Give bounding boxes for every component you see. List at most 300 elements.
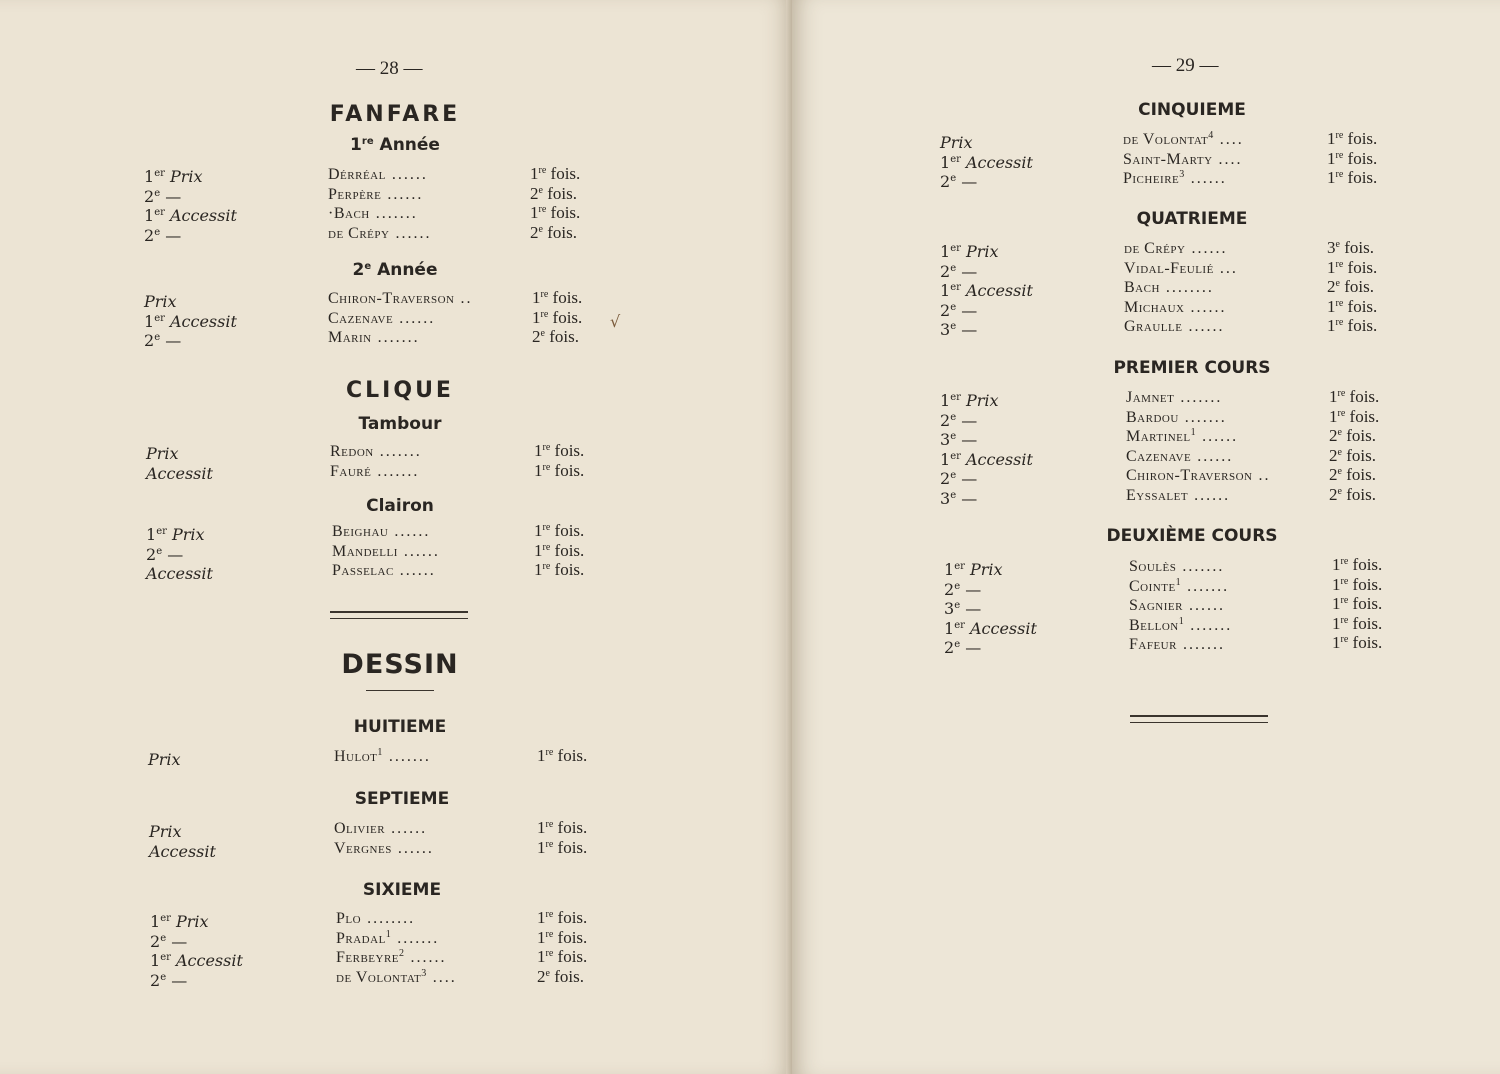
count-suffix: e <box>1337 446 1342 458</box>
count-unit: fois. <box>1346 465 1376 484</box>
count-number: 1 <box>1327 148 1336 168</box>
count-number: 1 <box>1332 555 1341 574</box>
times-count <box>1329 407 1379 427</box>
count-number: 1 <box>537 837 546 857</box>
rank-suffix: er <box>154 207 165 218</box>
award-label: Accessit <box>146 463 213 483</box>
rank-number: 2 <box>146 544 157 564</box>
subsection-tambour-title: Tambour <box>358 414 442 434</box>
rank-suffix: e <box>950 301 957 313</box>
count-number: 3 <box>1327 238 1336 257</box>
count-suffix: e <box>1337 485 1342 497</box>
section-quatrieme-title: QUATRIEME <box>1136 209 1248 229</box>
count-unit: fois. <box>547 183 577 203</box>
footnote-mark: 3 <box>421 967 427 979</box>
laureate-name <box>1124 317 1238 337</box>
rank-suffix: e <box>160 932 167 944</box>
award-label: — <box>965 599 982 618</box>
count-unit: fois. <box>557 947 588 966</box>
name-column <box>1126 388 1270 505</box>
award-rank <box>146 545 213 565</box>
student-name: Vergnes <box>334 839 392 857</box>
dot-leader: ........ <box>1159 279 1214 296</box>
count-number: 1 <box>537 927 546 947</box>
name-column <box>334 747 431 767</box>
award-label: — <box>165 186 182 206</box>
times-count <box>1329 485 1379 505</box>
dot-leader: ...... <box>1185 240 1228 257</box>
footnote-mark: 1 <box>1190 427 1197 438</box>
count-suffix: e <box>1335 239 1340 250</box>
award-label: — <box>171 931 188 951</box>
times-count <box>537 746 587 766</box>
times-count <box>1327 258 1377 278</box>
times-count <box>1332 555 1382 575</box>
page-number-right: — 29 — <box>1152 55 1219 76</box>
student-name: de Crépy <box>1124 240 1186 257</box>
laureate-name <box>332 522 440 542</box>
student-name: Cazenave <box>1126 447 1192 465</box>
count-number: 1 <box>1332 633 1341 652</box>
count-unit: fois. <box>1349 406 1380 426</box>
laureate-name <box>328 204 431 224</box>
rank-number: 3 <box>944 599 955 618</box>
rank-number: 2 <box>940 410 951 430</box>
count-column <box>1327 238 1377 336</box>
dot-leader: .. <box>454 290 473 307</box>
award-label: Prix <box>175 912 209 931</box>
section-deuxieme-cours-title: DEUXIÈME COURS <box>1106 526 1278 546</box>
subsection-septieme-title: SEPTIEME <box>354 789 450 809</box>
award-rank <box>940 450 1033 470</box>
count-suffix: re <box>1335 297 1344 309</box>
count-unit: fois. <box>1344 238 1374 257</box>
award-label: Accessit <box>146 564 213 583</box>
rank-suffix: e <box>950 431 957 442</box>
count-unit: fois. <box>1347 257 1378 277</box>
count-unit: fois. <box>1347 129 1378 148</box>
rank-suffix: er <box>160 913 171 924</box>
times-count <box>534 441 584 461</box>
laureate-name <box>336 929 457 949</box>
count-suffix: re <box>1340 575 1349 587</box>
dot-leader: ...... <box>1184 298 1227 316</box>
rank-suffix: er <box>950 243 961 254</box>
award-rank <box>940 172 1033 192</box>
count-number: 2 <box>537 966 546 986</box>
rank-number: 1 <box>944 618 955 638</box>
count-number: 1 <box>534 560 543 579</box>
double-rule-divider <box>1130 715 1268 723</box>
count-unit: fois. <box>1352 555 1383 574</box>
dot-leader: .. <box>1252 467 1271 484</box>
count-number: 2 <box>1329 445 1338 465</box>
rank-suffix: e <box>160 971 167 983</box>
times-count <box>1327 238 1377 258</box>
dot-leader: ....... <box>1176 636 1225 653</box>
student-name: Fauré <box>330 462 372 480</box>
times-count <box>530 164 580 184</box>
award-rank <box>144 292 237 312</box>
laureate-name <box>1129 635 1232 655</box>
count-column <box>537 818 587 857</box>
dot-leader: ........ <box>361 910 416 927</box>
count-number: 1 <box>1327 316 1336 335</box>
count-unit: fois. <box>554 441 585 460</box>
dot-leader: ....... <box>1178 408 1227 426</box>
count-unit: fois. <box>557 746 588 765</box>
rank-number: 1 <box>940 449 951 469</box>
count-suffix: re <box>545 909 554 920</box>
rank-suffix: e <box>154 332 161 343</box>
count-suffix: re <box>1335 317 1344 328</box>
award-label: — <box>961 261 978 281</box>
award-label: Prix <box>144 292 177 311</box>
laureate-name <box>1126 466 1270 486</box>
count-column <box>1332 555 1382 653</box>
award-rank <box>146 444 213 464</box>
student-name: Dérréal <box>328 166 386 183</box>
times-count <box>530 223 580 243</box>
count-number: 2 <box>530 183 539 203</box>
times-count <box>1327 297 1377 317</box>
count-suffix: e <box>1335 278 1340 289</box>
count-suffix: re <box>542 442 551 453</box>
count-column <box>1329 387 1379 504</box>
laureate-name <box>328 289 472 309</box>
count-suffix: re <box>1340 556 1349 567</box>
award-label: Prix <box>940 133 973 152</box>
name-column <box>330 442 422 481</box>
times-count <box>1332 633 1382 653</box>
name-column <box>328 165 431 243</box>
dot-leader: ...... <box>393 562 436 579</box>
award-rank <box>940 153 1033 173</box>
rank-suffix: er <box>156 526 167 537</box>
award-rank <box>944 560 1037 580</box>
count-suffix: e <box>540 328 545 339</box>
count-suffix: re <box>1335 130 1344 141</box>
times-count <box>1327 129 1377 149</box>
award-rank <box>940 242 1033 262</box>
rank-number: 1 <box>144 167 155 186</box>
award-label: — <box>961 410 978 430</box>
laureate-name <box>1124 298 1238 318</box>
count-suffix: e <box>538 223 543 235</box>
student-name: Sagnier <box>1129 597 1183 614</box>
rank-suffix: e <box>954 580 961 592</box>
rank-number: 2 <box>144 186 155 206</box>
count-unit: fois. <box>1347 316 1378 335</box>
footnote-mark: 2 <box>399 948 405 959</box>
award-label: — <box>961 172 978 191</box>
award-rank <box>940 301 1033 321</box>
award-rank <box>150 912 243 932</box>
count-suffix: re <box>545 948 554 959</box>
dot-leader: ....... <box>373 443 422 460</box>
award-label: — <box>961 488 978 508</box>
award-label: — <box>961 300 978 320</box>
count-number: 1 <box>534 460 543 480</box>
times-count <box>1329 426 1379 446</box>
count-number: 2 <box>1329 426 1338 445</box>
award-rank <box>148 750 181 770</box>
dot-leader: ....... <box>371 329 420 346</box>
count-column <box>537 908 587 986</box>
rank-suffix: e <box>950 262 957 274</box>
award-label: — <box>961 320 978 339</box>
award-label: Prix <box>969 560 1003 579</box>
laureate-name <box>334 819 434 839</box>
rank-number: 3 <box>940 488 951 508</box>
student-name: Chiron-Traverson <box>328 290 455 307</box>
award-rank <box>146 564 213 584</box>
dot-leader: ...... <box>397 542 440 560</box>
student-name: Cointe <box>1129 577 1176 595</box>
title-underline <box>366 690 434 691</box>
dot-leader: ...... <box>404 949 447 966</box>
dot-leader: ....... <box>391 929 440 947</box>
award-rank <box>940 391 1033 411</box>
count-suffix: e <box>545 967 550 979</box>
award-rank <box>940 281 1033 301</box>
count-unit: fois. <box>557 927 588 947</box>
section-fanfare-title: FANFARE <box>329 102 461 127</box>
count-unit: fois. <box>552 288 583 307</box>
award-column <box>150 912 243 990</box>
student-name: Passelac <box>332 562 394 579</box>
times-count <box>1327 149 1377 169</box>
student-name: Fafeur <box>1129 636 1177 653</box>
student-name: Beighau <box>332 523 389 540</box>
count-suffix: re <box>1335 258 1344 270</box>
award-column <box>944 560 1037 658</box>
count-unit: fois. <box>1352 633 1383 652</box>
count-number: 1 <box>534 521 543 540</box>
award-rank <box>940 411 1033 431</box>
laureate-name <box>328 309 472 329</box>
count-number: 1 <box>1327 257 1336 277</box>
count-suffix: re <box>545 928 554 940</box>
award-rank <box>944 599 1037 619</box>
count-unit: fois. <box>554 966 584 986</box>
dot-leader: ....... <box>1176 558 1225 575</box>
count-suffix: re <box>1340 595 1349 606</box>
student-name: Redon <box>330 443 374 460</box>
times-count <box>1332 575 1382 595</box>
rank-number: 2 <box>144 225 155 245</box>
award-label: Prix <box>146 444 179 463</box>
award-label: — <box>965 579 982 599</box>
count-suffix: e <box>538 184 543 196</box>
count-unit: fois. <box>550 164 581 183</box>
times-count <box>530 184 580 204</box>
award-rank <box>940 489 1033 509</box>
award-label: — <box>167 544 184 564</box>
award-column <box>144 167 237 245</box>
rank-number: 1 <box>940 152 951 172</box>
count-number: 1 <box>530 203 539 222</box>
award-rank <box>940 262 1033 282</box>
award-rank <box>144 312 237 332</box>
rank-number: 2 <box>944 579 955 599</box>
times-count <box>537 928 587 948</box>
laureate-name <box>1124 239 1238 259</box>
laureate-name <box>336 968 457 988</box>
footnote-mark: 3 <box>1179 169 1185 180</box>
award-rank <box>149 822 216 842</box>
rank-suffix: e <box>156 545 163 557</box>
award-rank <box>944 619 1037 639</box>
count-number: 1 <box>1327 168 1336 187</box>
times-count <box>532 308 582 328</box>
award-label: — <box>965 638 982 657</box>
award-label: Accessit <box>965 281 1033 300</box>
laureate-name <box>1126 447 1270 467</box>
count-suffix: re <box>1340 614 1349 626</box>
times-count <box>537 947 587 967</box>
dot-leader: ...... <box>1182 318 1225 335</box>
count-suffix: e <box>1337 466 1342 477</box>
count-unit: fois. <box>554 460 585 480</box>
laureate-name <box>1129 577 1232 597</box>
rank-number: 2 <box>940 469 951 488</box>
count-suffix: re <box>542 561 551 572</box>
rank-suffix: e <box>950 411 957 423</box>
times-count <box>534 541 584 561</box>
count-unit: fois. <box>549 327 579 346</box>
times-count <box>537 967 587 987</box>
laureate-name <box>1123 150 1244 170</box>
rank-suffix: e <box>154 187 161 199</box>
name-column <box>334 819 434 858</box>
student-name: Bellon <box>1129 616 1179 634</box>
count-suffix: re <box>545 838 554 850</box>
award-label: — <box>171 970 188 990</box>
award-label: Prix <box>149 822 182 841</box>
count-unit: fois. <box>1346 445 1376 465</box>
laureate-name <box>332 542 440 562</box>
count-unit: fois. <box>1346 484 1376 504</box>
count-suffix: re <box>1337 388 1346 399</box>
award-label: Prix <box>965 391 999 410</box>
award-label: — <box>961 430 978 449</box>
count-suffix: re <box>542 461 551 473</box>
times-count <box>532 327 582 347</box>
student-name: Plo <box>336 910 362 927</box>
times-count <box>534 521 584 541</box>
rank-number: 2 <box>940 300 951 320</box>
laureate-name <box>328 224 431 244</box>
rank-suffix: e <box>954 639 961 650</box>
name-column <box>1124 239 1238 337</box>
count-unit: fois. <box>1346 426 1376 445</box>
dot-leader: ...... <box>393 309 436 327</box>
student-name: Marin <box>328 329 372 346</box>
laureate-name <box>332 561 440 581</box>
award-rank <box>144 226 237 246</box>
rank-number: 1 <box>940 391 951 410</box>
times-count <box>537 838 587 858</box>
laureate-name <box>330 442 422 462</box>
rank-number: 3 <box>940 320 951 339</box>
count-unit: fois. <box>552 307 583 327</box>
student-name: Michaux <box>1124 298 1185 316</box>
award-label: Accessit <box>965 449 1033 469</box>
rank-suffix: e <box>950 470 957 481</box>
count-number: 1 <box>1332 574 1341 594</box>
student-name: Ferbeyre <box>336 949 400 966</box>
laureate-name <box>1124 259 1238 279</box>
count-number: 1 <box>532 288 541 307</box>
dot-leader: ....... <box>371 462 420 480</box>
rank-number: 2 <box>150 970 161 990</box>
count-unit: fois. <box>554 540 585 560</box>
name-column <box>1123 130 1244 189</box>
rank-suffix: er <box>950 450 961 462</box>
rank-number: 2 <box>150 931 161 951</box>
rank-suffix: e <box>950 321 957 332</box>
count-column <box>532 288 582 347</box>
award-label: Prix <box>965 242 999 261</box>
award-label: Prix <box>171 525 205 544</box>
award-column <box>940 133 1033 192</box>
count-number: 1 <box>537 818 546 837</box>
count-unit: fois. <box>1347 148 1378 168</box>
count-number: 2 <box>1329 484 1338 504</box>
handwritten-tick-mark: √ <box>610 312 621 331</box>
student-name: Eyssalet <box>1126 486 1189 504</box>
laureate-name <box>328 165 431 185</box>
count-suffix: re <box>545 747 554 758</box>
count-unit: fois. <box>557 818 588 837</box>
times-count <box>530 203 580 223</box>
count-suffix: re <box>540 289 549 300</box>
laureate-name <box>1126 408 1270 428</box>
times-count <box>1332 594 1382 614</box>
count-column <box>534 521 584 580</box>
rank-number: 1 <box>146 525 157 544</box>
laureate-name <box>1126 388 1270 408</box>
count-column <box>537 746 587 766</box>
award-label: Accessit <box>175 951 243 970</box>
count-unit: fois. <box>1352 594 1383 613</box>
student-name: Hulot <box>334 748 378 765</box>
name-column <box>332 522 440 581</box>
dot-leader: ... <box>1213 259 1238 277</box>
count-unit: fois. <box>547 222 577 242</box>
dot-leader: ....... <box>1181 577 1230 595</box>
count-number: 1 <box>537 746 546 765</box>
dot-leader: ...... <box>391 839 434 857</box>
award-label: Accessit <box>149 841 216 861</box>
dot-leader: ...... <box>381 185 424 203</box>
count-suffix: re <box>1335 169 1344 180</box>
section-premier-cours-title: PREMIER COURS <box>1113 358 1271 378</box>
subsection-clairon-title: Clairon <box>366 496 434 516</box>
count-column <box>534 441 584 480</box>
rank-number: 1 <box>150 912 161 931</box>
count-number: 2 <box>1327 277 1336 296</box>
award-rank <box>944 638 1037 658</box>
count-number: 2 <box>530 222 539 242</box>
times-count <box>1329 465 1379 485</box>
award-label: Accessit <box>169 311 237 331</box>
count-unit: fois. <box>554 560 585 579</box>
count-number: 2 <box>532 327 541 346</box>
rank-suffix: e <box>154 226 161 238</box>
dot-leader: ....... <box>369 205 418 222</box>
